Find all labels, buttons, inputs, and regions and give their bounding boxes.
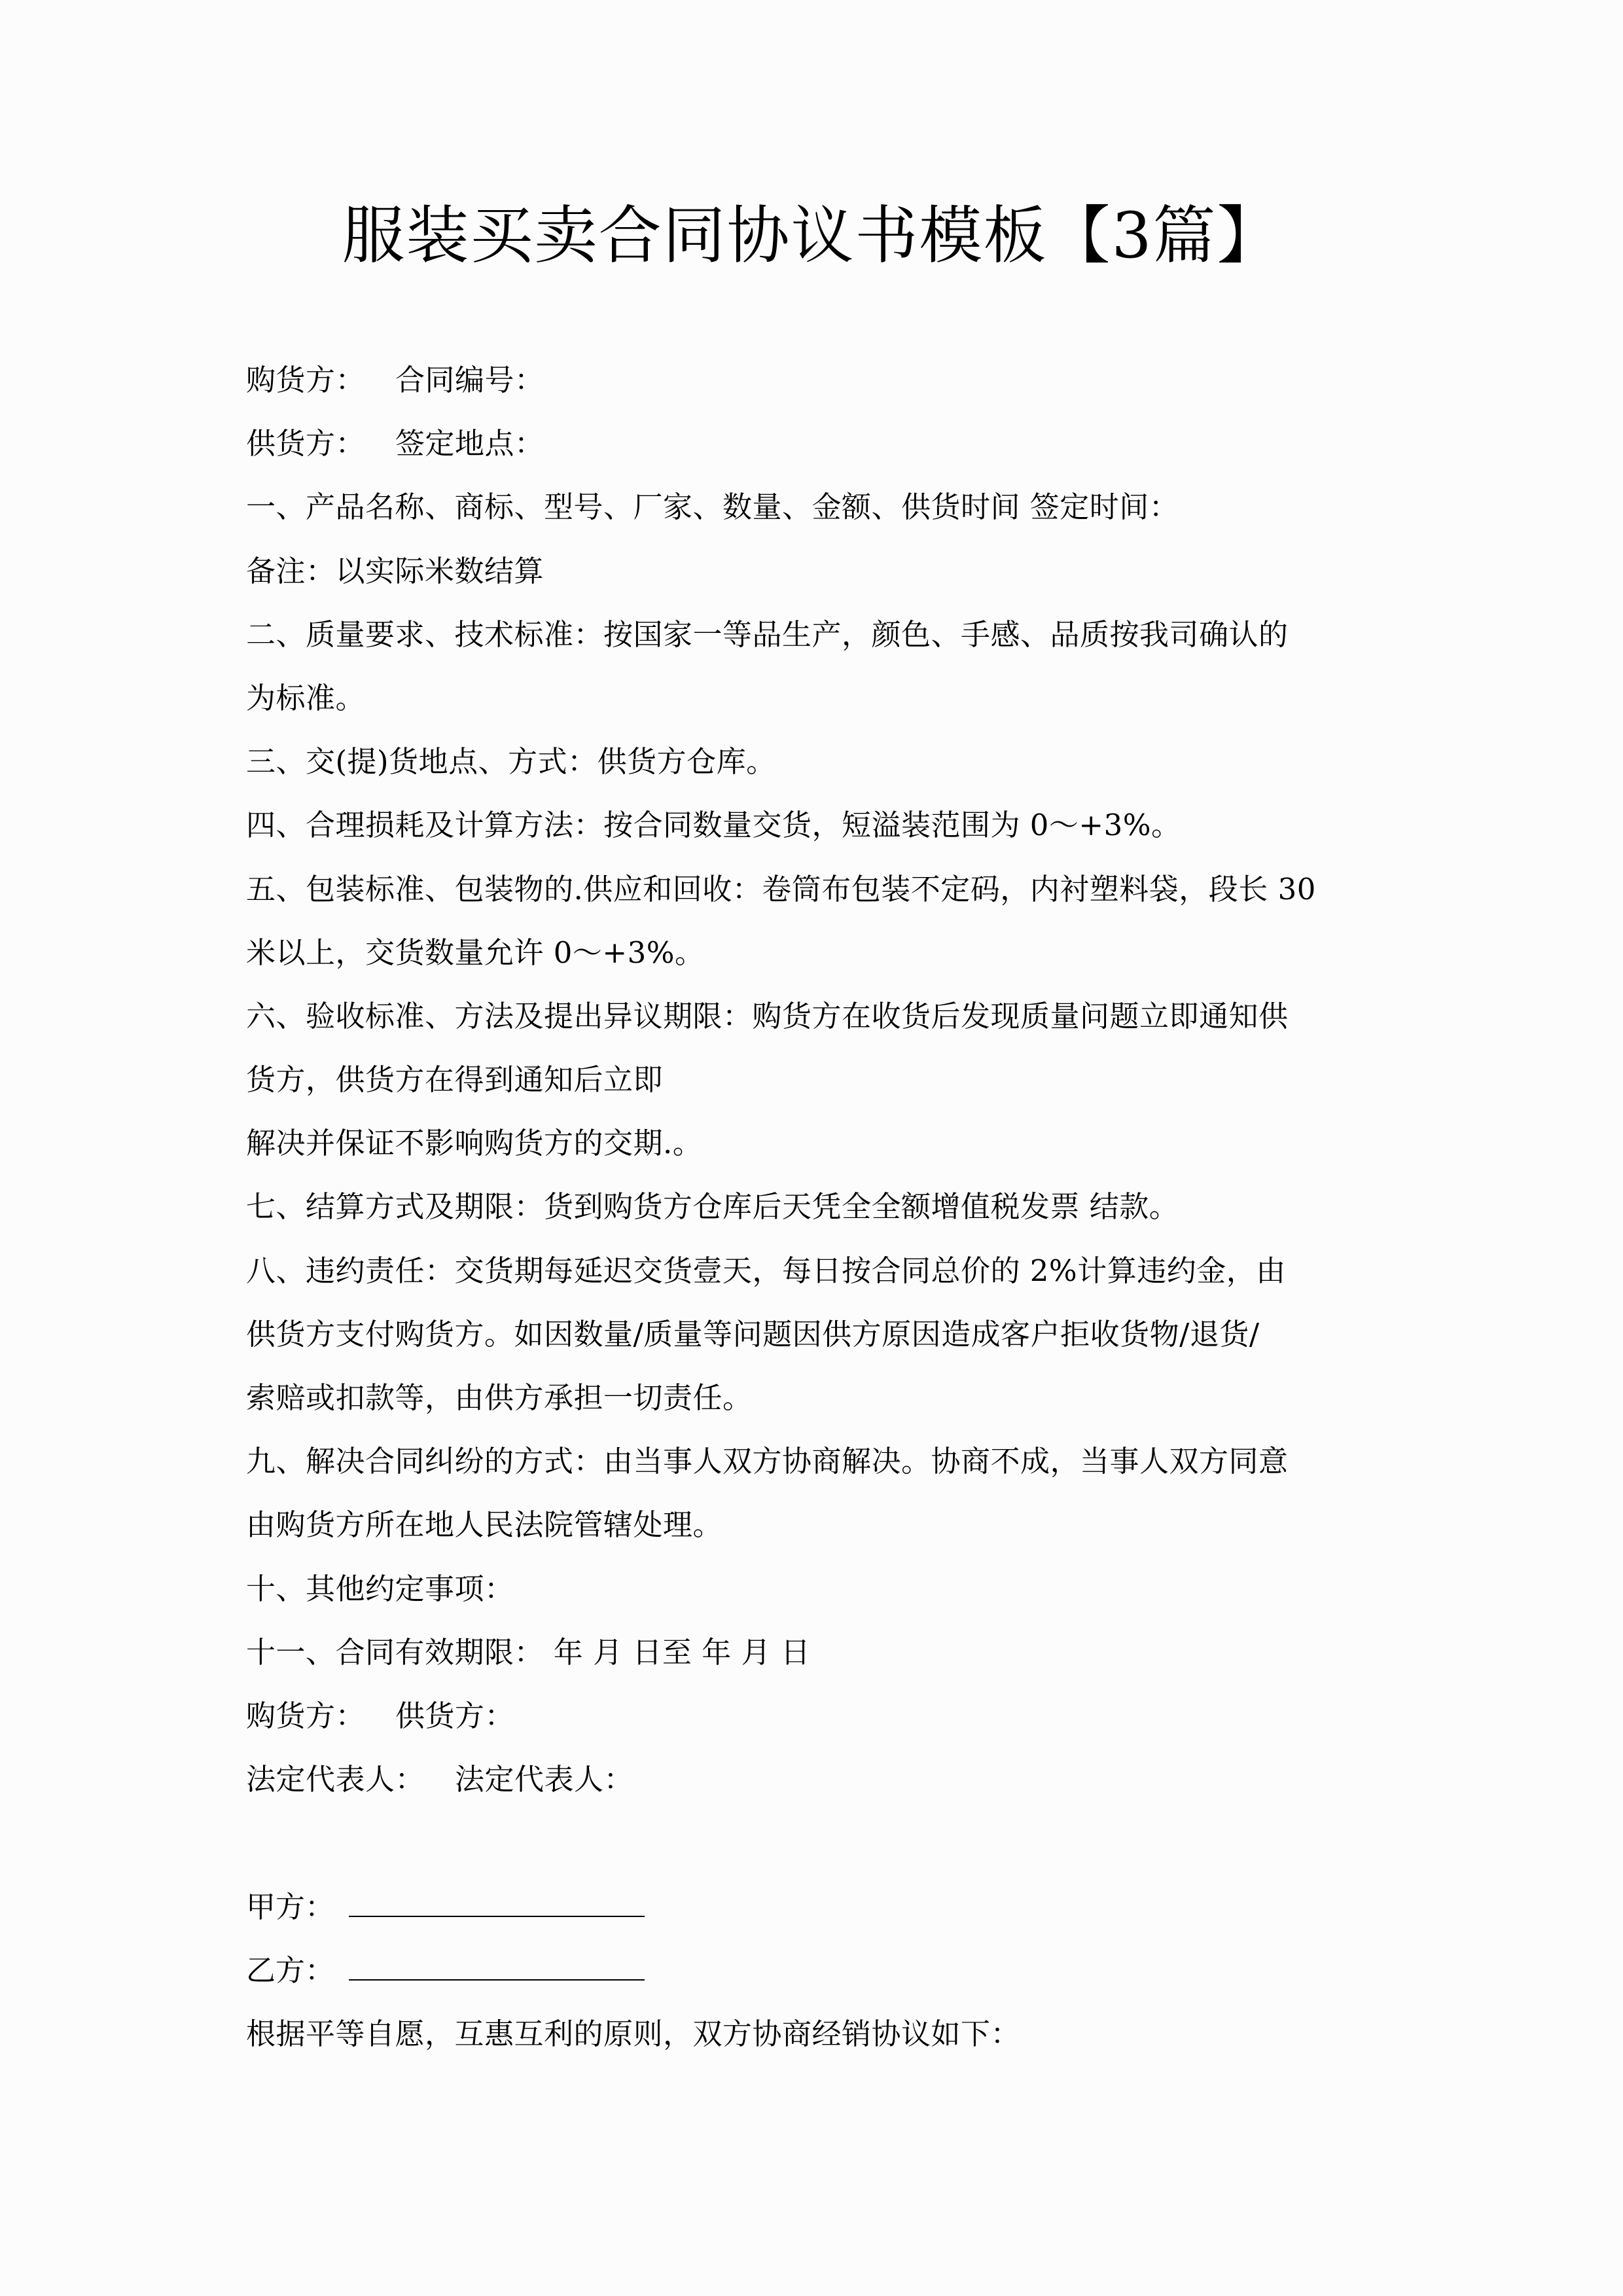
agreement-intro: 根据平等自愿，互惠互利的原则，双方协商经销协议如下： — [246, 2016, 1021, 2051]
contract-no-label: 合同编号： — [395, 363, 544, 397]
clause-line: 为标准。 — [246, 680, 366, 715]
clause-line: 索赔或扣款等，由供方承担一切责任。 — [246, 1380, 753, 1415]
buyer-label: 购货方： — [246, 363, 366, 397]
party-b-signature-field[interactable] — [349, 1979, 645, 1981]
party-b-label: 乙方： — [246, 1952, 335, 1988]
clause-line: 备注：以实际米数结算 — [246, 553, 544, 588]
clause-line: 七、结算方式及期限：货到购货方仓库后天凭全全额增值税发票 结款。 — [246, 1189, 1179, 1225]
document-title: 服装买卖合同协议书模板【3篇】 — [342, 199, 1281, 272]
sig-buyer-label: 购货方： — [246, 1698, 366, 1733]
party-b-line — [246, 1939, 1398, 2002]
clause-line: 八、违约责任：交货期每延迟交货壹天，每日按合同总价的 2%计算违约金，由 — [246, 1253, 1286, 1288]
signature-parties-line — [246, 1684, 1398, 1748]
clause-line: 三、交(提)货地点、方式：供货方仓库。 — [246, 744, 776, 780]
clause-line: 九、解决合同纠纷的方式：由当事人双方协商解决。协商不成，当事人双方同意 — [246, 1444, 1289, 1479]
sign-place-label: 签定地点： — [395, 426, 544, 461]
party-a-label: 甲方： — [246, 1889, 335, 1924]
legal-rep-line — [246, 1748, 1398, 1811]
clause-line: 供货方支付购货方。如因数量/质量等问题因供方原因造成客户拒收货物/退货/ — [246, 1316, 1260, 1352]
clause-line: 十一、合同有效期限： 年 月 日至 年 月 日 — [246, 1634, 811, 1670]
header-line-supplier — [246, 412, 1398, 475]
clause-line: 四、合理损耗及计算方法：按合同数量交货，短溢装范围为 0～+3%。 — [246, 808, 1181, 843]
clause-line: 由购货方所在地人民法院管辖处理。 — [246, 1507, 723, 1543]
party-a-line — [246, 1875, 1398, 1939]
party-a-signature-field[interactable] — [349, 1916, 645, 1917]
clause-line: 二、质量要求、技术标准：按国家一等品生产，颜色、手感、品质按我司确认的 — [246, 617, 1289, 652]
clause-line: 一、产品名称、商标、型号、厂家、数量、金额、供货时间 签定时间： — [246, 490, 1179, 525]
clause-line: 五、包装标准、包装物的.供应和回收：卷筒布包装不定码，内衬塑料袋，段长 30 — [246, 871, 1316, 906]
document-body — [246, 348, 1398, 2066]
legal-rep-buyer-label: 法定代表人： — [246, 1762, 425, 1797]
supplier-label: 供货方： — [246, 426, 366, 461]
clause-line: 十、其他约定事项： — [246, 1571, 514, 1606]
clause-line: 米以上，交货数量允许 0～+3%。 — [246, 935, 705, 970]
sig-supplier-label: 供货方： — [395, 1698, 515, 1733]
clause-line: 货方，供货方在得到通知后立即 — [246, 1062, 664, 1098]
legal-rep-supplier-label: 法定代表人： — [455, 1762, 634, 1797]
blank-spacer — [246, 1811, 1398, 1874]
clause-line: 六、验收标准、方法及提出异议期限：购货方在收货后发现质量问题立即通知供 — [246, 998, 1289, 1033]
header-line-buyer — [246, 348, 1398, 412]
clause-line: 解决并保证不影响购货方的交期.。 — [246, 1126, 703, 1161]
